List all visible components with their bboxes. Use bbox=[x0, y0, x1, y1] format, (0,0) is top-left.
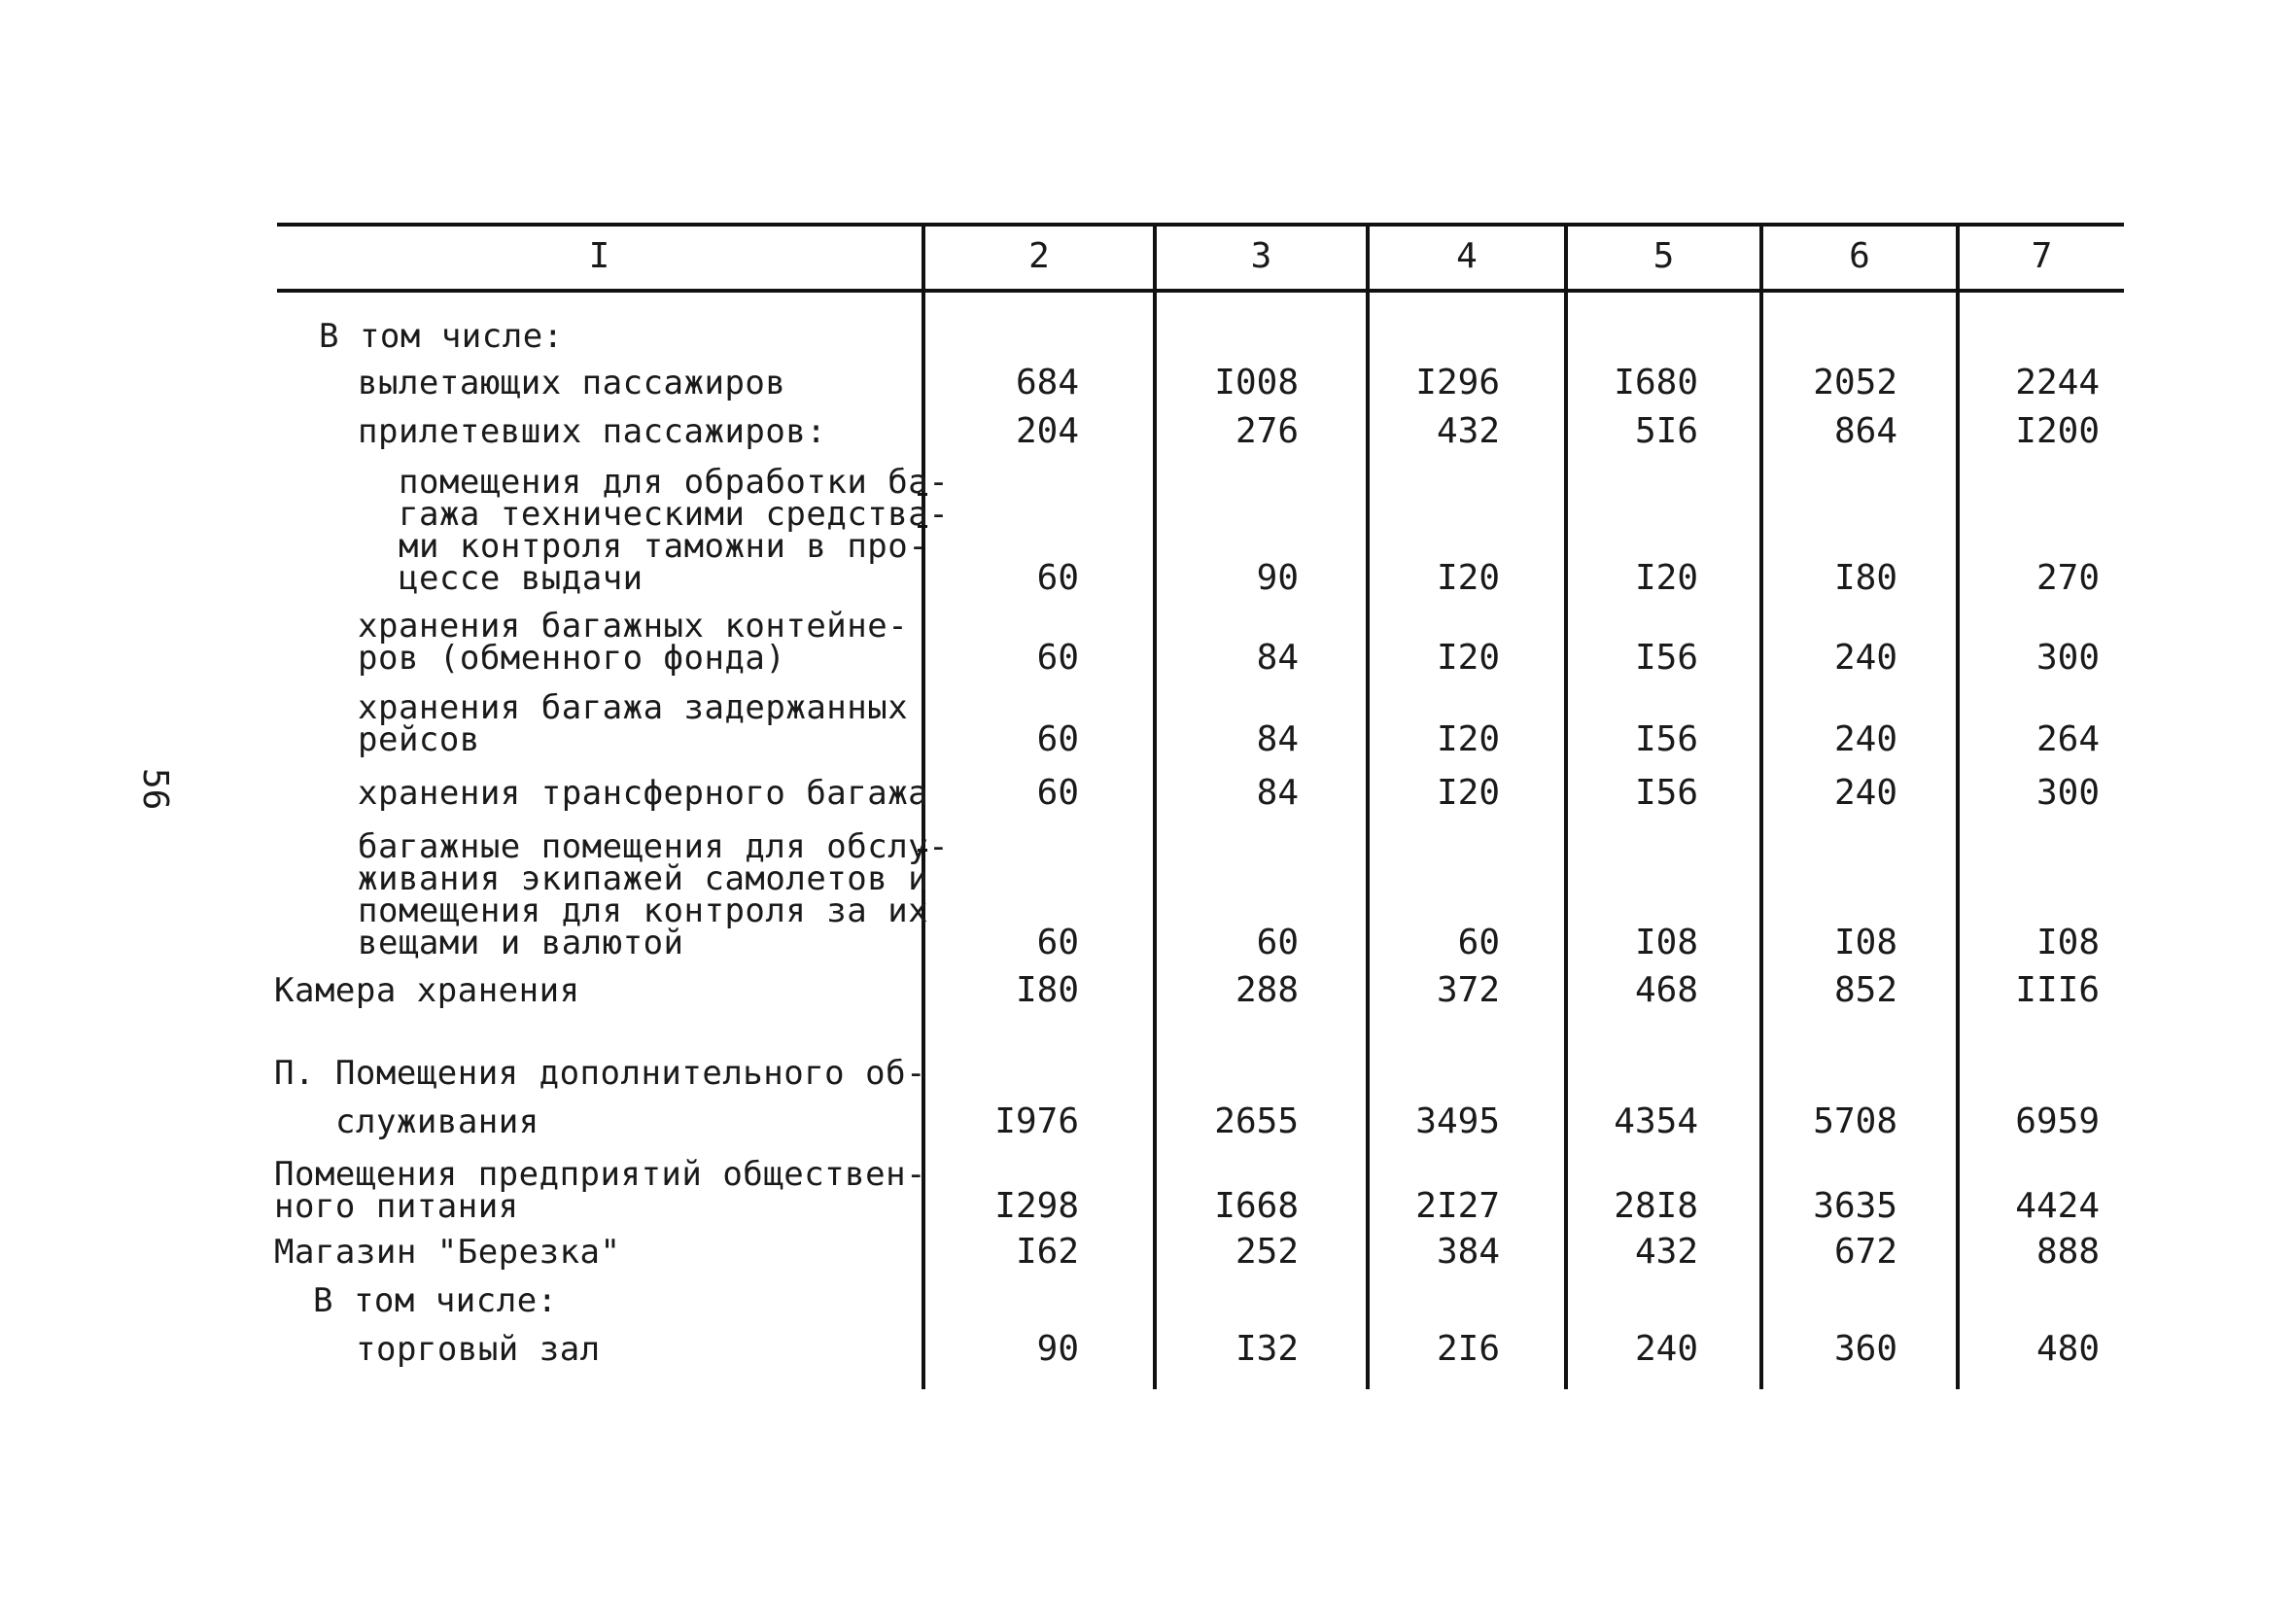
table-cell: 2052 bbox=[1813, 363, 1897, 402]
table-cell: 5708 bbox=[1813, 1101, 1897, 1141]
table-cell: 60 bbox=[1036, 558, 1079, 598]
row-label: багажные помещения для обслу- живания экипажей самолетов и помещения для контроля за их вещами и валютой bbox=[358, 827, 950, 962]
table-cell: 6959 bbox=[2015, 1101, 2100, 1141]
header-col-3: 3 bbox=[1250, 236, 1272, 276]
table-cell: I20 bbox=[1634, 558, 1698, 598]
table-cell: 90 bbox=[1256, 558, 1299, 598]
table-cell: 60 bbox=[1036, 638, 1079, 678]
header-col-7: 7 bbox=[2031, 236, 2053, 276]
column-divider bbox=[1956, 223, 1960, 1389]
table-cell: I680 bbox=[1614, 363, 1698, 402]
row-label: Камера хранения bbox=[274, 971, 580, 1010]
table-cell: I08 bbox=[1833, 923, 1897, 962]
table-cell: 4424 bbox=[2015, 1186, 2100, 1226]
table-cell: 3495 bbox=[1415, 1101, 1500, 1141]
header-col-4: 4 bbox=[1456, 236, 1478, 276]
table-cell: 60 bbox=[1036, 773, 1079, 813]
table-cell: 888 bbox=[2035, 1232, 2100, 1272]
row-label: торговый зал bbox=[356, 1330, 601, 1369]
table-cell: 264 bbox=[2035, 719, 2100, 759]
table-cell: I008 bbox=[1214, 363, 1299, 402]
row-label: хранения трансферного багажа bbox=[358, 774, 929, 813]
table-cell: I56 bbox=[1634, 719, 1698, 759]
table-cell: I20 bbox=[1436, 773, 1500, 813]
table-cell: 288 bbox=[1235, 970, 1299, 1010]
table-cell: 60 bbox=[1036, 719, 1079, 759]
table-cell: I80 bbox=[1833, 558, 1897, 598]
table-cell: I200 bbox=[2015, 411, 2100, 451]
table-cell: 240 bbox=[1833, 719, 1897, 759]
table-cell: I56 bbox=[1634, 773, 1698, 813]
column-divider bbox=[1564, 223, 1568, 1389]
table-cell: 270 bbox=[2035, 558, 2100, 598]
table-cell: III6 bbox=[2015, 970, 2100, 1010]
table-cell: 2655 bbox=[1214, 1101, 1299, 1141]
table-cell: 372 bbox=[1436, 970, 1500, 1010]
table-cell: I56 bbox=[1634, 638, 1698, 678]
row-label: В том числе: bbox=[313, 1281, 558, 1320]
table-cell: 240 bbox=[1833, 773, 1897, 813]
table-cell: 60 bbox=[1457, 923, 1500, 962]
table-cell: 4354 bbox=[1614, 1101, 1698, 1141]
table-cell: 468 bbox=[1634, 970, 1698, 1010]
table-cell: 28I8 bbox=[1614, 1186, 1698, 1226]
table-cell: I20 bbox=[1436, 558, 1500, 598]
table-cell: 240 bbox=[1634, 1329, 1698, 1369]
row-label: Помещения предприятий обществен- ного питания bbox=[274, 1155, 927, 1226]
table-header-rule bbox=[277, 289, 2124, 293]
table-cell: 276 bbox=[1235, 411, 1299, 451]
column-divider bbox=[1153, 223, 1157, 1389]
header-col-5: 5 bbox=[1652, 236, 1675, 276]
table-cell: 480 bbox=[2035, 1329, 2100, 1369]
row-label: В том числе: bbox=[319, 317, 564, 356]
table-cell: I668 bbox=[1214, 1186, 1299, 1226]
table-cell: 852 bbox=[1833, 970, 1897, 1010]
table-cell: 432 bbox=[1634, 1232, 1698, 1272]
table-cell: 5I6 bbox=[1634, 411, 1698, 451]
table-cell: I08 bbox=[1634, 923, 1698, 962]
table-cell: 90 bbox=[1036, 1329, 1079, 1369]
header-col-6: 6 bbox=[1849, 236, 1870, 276]
table-cell: 84 bbox=[1256, 638, 1299, 678]
table-cell: 2I27 bbox=[1415, 1186, 1500, 1226]
table-cell: 60 bbox=[1256, 923, 1299, 962]
column-divider bbox=[1366, 223, 1370, 1389]
row-label: Магазин "Березка" bbox=[274, 1233, 621, 1272]
row-label: вылетающих пассажиров bbox=[358, 364, 786, 402]
table-cell: 204 bbox=[1015, 411, 1079, 451]
table-cell: 84 bbox=[1256, 773, 1299, 813]
table-cell: 84 bbox=[1256, 719, 1299, 759]
table-cell: I62 bbox=[1015, 1232, 1079, 1272]
row-label: помещения для обработки ба- гажа техническими средства- ми контроля таможни в про- цессе выдачи bbox=[399, 463, 950, 598]
table-cell: 252 bbox=[1235, 1232, 1299, 1272]
table-cell: 300 bbox=[2035, 773, 2100, 813]
table-cell: 240 bbox=[1833, 638, 1897, 678]
table-cell: 684 bbox=[1015, 363, 1079, 402]
table-cell: 672 bbox=[1833, 1232, 1897, 1272]
page-number: 56 bbox=[135, 768, 175, 811]
row-label: хранения багажа задержанных рейсов bbox=[358, 688, 909, 759]
table-cell: 3635 bbox=[1813, 1186, 1897, 1226]
table-cell: 432 bbox=[1436, 411, 1500, 451]
column-divider bbox=[1759, 223, 1763, 1389]
table-top-rule bbox=[277, 223, 2124, 227]
table-cell: 2244 bbox=[2015, 363, 2100, 402]
table-cell: 60 bbox=[1036, 923, 1079, 962]
table-cell: I08 bbox=[2035, 923, 2100, 962]
row-label: служивания bbox=[335, 1102, 539, 1141]
table-cell: 384 bbox=[1436, 1232, 1500, 1272]
table-cell: 360 bbox=[1833, 1329, 1897, 1369]
header-col-2: 2 bbox=[1028, 236, 1050, 276]
table-cell: I976 bbox=[994, 1101, 1079, 1141]
table-cell: 2I6 bbox=[1436, 1329, 1500, 1369]
row-label: прилетевших пассажиров: bbox=[358, 412, 827, 451]
table-cell: 864 bbox=[1833, 411, 1897, 451]
table-cell: 300 bbox=[2035, 638, 2100, 678]
row-label: хранения багажных контейне- ров (обменного фонда) bbox=[358, 607, 909, 678]
row-label: П. Помещения дополнительного об- bbox=[274, 1054, 927, 1093]
table-cell: I298 bbox=[994, 1186, 1079, 1226]
table-cell: I32 bbox=[1235, 1329, 1299, 1369]
table-cell: I20 bbox=[1436, 719, 1500, 759]
table-cell: I80 bbox=[1015, 970, 1079, 1010]
table-cell: I20 bbox=[1436, 638, 1500, 678]
table-cell: I296 bbox=[1415, 363, 1500, 402]
header-col-1: I bbox=[588, 236, 610, 276]
